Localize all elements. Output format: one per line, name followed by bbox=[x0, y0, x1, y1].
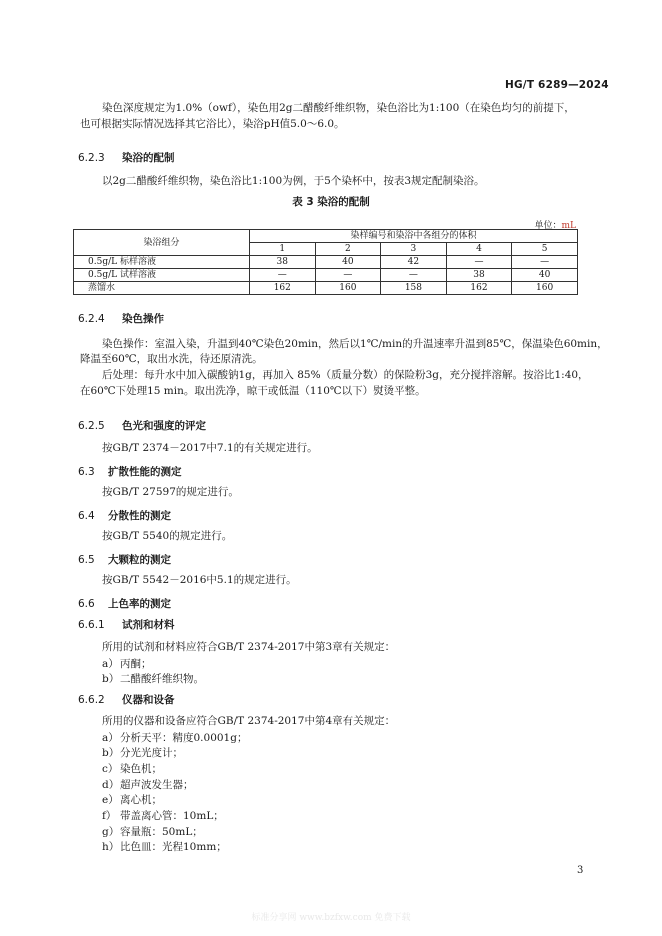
list-item bbox=[102, 777, 194, 792]
list-item bbox=[102, 808, 224, 823]
list-text: 分光光度计； bbox=[120, 747, 183, 759]
footer-watermark: 标准分享网 www.bzfxw.com 免费下载 bbox=[251, 913, 411, 923]
section-6-2-4-line-1: 染色操作：室温入染，升温到40℃染色20min，然后以1℃/min的升温速率升温到85℃，保温染色60min， bbox=[102, 338, 608, 350]
section-number: 6.2.4 bbox=[78, 313, 105, 325]
list-item bbox=[102, 656, 152, 671]
list-item bbox=[102, 745, 183, 760]
cell: 160 bbox=[512, 282, 578, 295]
section-number: 6.6.2 bbox=[78, 694, 105, 706]
section-title: 仪器和设备 bbox=[122, 694, 175, 706]
list-text: 比色皿：光程10mm； bbox=[120, 841, 227, 853]
header-number: 4 bbox=[446, 243, 512, 256]
section-6-2-3-heading bbox=[78, 150, 175, 165]
list-item bbox=[102, 671, 204, 686]
table-row bbox=[74, 256, 578, 269]
section-6-4-heading bbox=[78, 508, 171, 523]
cell: 42 bbox=[381, 256, 447, 269]
list-marker: b） bbox=[102, 747, 120, 759]
cell: 38 bbox=[446, 269, 512, 282]
cell: — bbox=[512, 256, 578, 269]
section-number: 6.6 bbox=[78, 598, 95, 610]
section-6-5-text: 按GB/T 5542－2016中5.1的规定进行。 bbox=[102, 574, 297, 586]
list-marker: b） bbox=[102, 673, 120, 685]
section-number: 6.6.1 bbox=[78, 619, 105, 631]
list-item bbox=[102, 761, 162, 776]
list-text: 丙酮； bbox=[120, 658, 152, 670]
dye-bath-table bbox=[73, 229, 578, 295]
section-6-5-heading bbox=[78, 552, 171, 567]
row-label: 0.5g/L 试样溶液 bbox=[74, 269, 250, 282]
intro-line-2: 也可根据实际情况选择其它浴比），染浴pH值5.0～6.0。 bbox=[80, 118, 345, 130]
list-marker: g） bbox=[102, 826, 120, 838]
section-6-2-4-line-4: 在60℃下处理15 min。取出洗净，晾干或低温（110℃以下）熨烫平整。 bbox=[80, 385, 426, 397]
section-6-3-heading bbox=[78, 464, 182, 479]
section-title: 染色操作 bbox=[122, 313, 164, 325]
section-6-3-text: 按GB/T 27597的规定进行。 bbox=[102, 486, 239, 498]
list-text: 超声波发生器； bbox=[120, 779, 194, 791]
list-marker: a） bbox=[102, 732, 119, 744]
intro-line-1: 染色深度规定为1.0%（owf），染色用2g二醋酸纤维织物，染色浴比为1:100（在染色均匀的前提下， bbox=[102, 102, 575, 114]
cell: 40 bbox=[315, 256, 381, 269]
list-text: 离心机； bbox=[120, 794, 162, 806]
list-item bbox=[102, 792, 162, 807]
header-component: 染浴组分 bbox=[74, 230, 250, 256]
list-marker: e） bbox=[102, 794, 119, 806]
document-code: HG/T 6289—2024 bbox=[505, 79, 609, 91]
section-6-6-heading bbox=[78, 596, 171, 611]
cell: 162 bbox=[250, 282, 316, 295]
section-title: 扩散性能的测定 bbox=[108, 466, 182, 478]
header-number: 2 bbox=[315, 243, 381, 256]
cell: 38 bbox=[250, 256, 316, 269]
list-item bbox=[102, 730, 247, 745]
section-number: 6.2.3 bbox=[78, 152, 105, 164]
section-number: 6.4 bbox=[78, 510, 95, 522]
section-6-2-4-line-3: 后处理：每升水中加入碳酸钠1g，再加入 85%（质量分数）的保险粉3g，充分搅拌溶解。按浴比1:40， bbox=[102, 369, 589, 381]
section-6-2-3-text: 以2g二醋酸纤维织物，染色浴比1:100为例，于5个染杯中，按表3规定配制染浴。 bbox=[102, 175, 485, 187]
section-6-2-4-heading bbox=[78, 311, 164, 326]
list-text: 分析天平：精度0.0001g； bbox=[120, 732, 248, 744]
section-6-4-text: 按GB/T 5540的规定进行。 bbox=[102, 530, 233, 542]
section-title: 上色率的测定 bbox=[108, 598, 171, 610]
list-item bbox=[102, 839, 227, 854]
list-item bbox=[102, 824, 203, 839]
list-marker: d） bbox=[102, 779, 120, 791]
unit-value: mL bbox=[561, 221, 576, 231]
table-header-row bbox=[74, 230, 578, 243]
list-text: 容量瓶：50mL； bbox=[120, 826, 203, 838]
list-marker: h） bbox=[102, 841, 120, 853]
section-title: 分散性的测定 bbox=[108, 510, 171, 522]
section-6-6-2-text: 所用的仪器和设备应符合GB/T 2374-2017中第4章有关规定： bbox=[102, 715, 396, 727]
list-text: 二醋酸纤维织物。 bbox=[120, 673, 204, 685]
section-title: 大颗粒的测定 bbox=[108, 554, 171, 566]
header-group: 染样编号和染浴中各组分的体积 bbox=[250, 230, 578, 243]
section-6-6-2-heading bbox=[78, 692, 175, 707]
cell: — bbox=[250, 269, 316, 282]
cell: 160 bbox=[315, 282, 381, 295]
cell: — bbox=[446, 256, 512, 269]
cell: — bbox=[315, 269, 381, 282]
section-6-2-4-line-2: 降温至60℃，取出水洗，待还原清洗。 bbox=[80, 353, 263, 365]
row-label: 蒸馏水 bbox=[74, 282, 250, 295]
list-marker: a） bbox=[102, 658, 119, 670]
section-6-6-1-heading bbox=[78, 617, 175, 632]
section-6-6-1-text: 所用的试剂和材料应符合GB/T 2374-2017中第3章有关规定： bbox=[102, 641, 396, 653]
cell: 162 bbox=[446, 282, 512, 295]
table-row bbox=[74, 282, 578, 295]
unit-label: 单位： bbox=[534, 221, 562, 231]
table-3-title: 表 3 染浴的配制 bbox=[292, 196, 370, 208]
list-text: 染色机； bbox=[120, 763, 162, 775]
list-marker: c） bbox=[102, 763, 119, 775]
cell: — bbox=[381, 269, 447, 282]
cell: 158 bbox=[381, 282, 447, 295]
section-number: 6.2.5 bbox=[78, 420, 105, 432]
section-number: 6.3 bbox=[78, 466, 95, 478]
section-6-2-5-text: 按GB/T 2374－2017中7.1的有关规定进行。 bbox=[102, 442, 318, 454]
header-number: 3 bbox=[381, 243, 447, 256]
table-row bbox=[74, 269, 578, 282]
list-text: 带盖离心管：10mL； bbox=[120, 810, 224, 822]
page-number: 3 bbox=[577, 865, 584, 876]
header-number: 5 bbox=[512, 243, 578, 256]
row-label: 0.5g/L 标样溶液 bbox=[74, 256, 250, 269]
header-number: 1 bbox=[250, 243, 316, 256]
section-number: 6.5 bbox=[78, 554, 95, 566]
section-title: 色光和强度的评定 bbox=[122, 420, 206, 432]
section-title: 染浴的配制 bbox=[122, 152, 175, 164]
section-title: 试剂和材料 bbox=[122, 619, 175, 631]
section-6-2-5-heading bbox=[78, 418, 206, 433]
cell: 40 bbox=[512, 269, 578, 282]
list-marker: f） bbox=[102, 810, 117, 822]
